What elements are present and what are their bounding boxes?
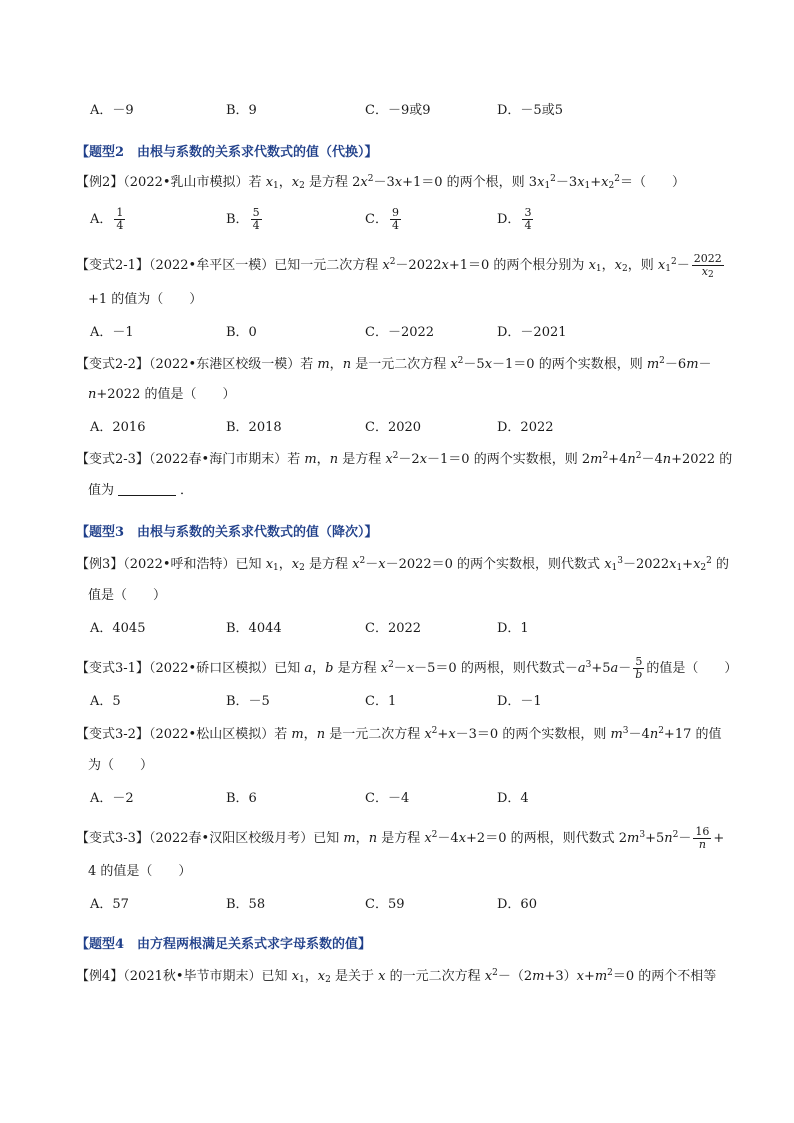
question-source: （2022•乳山市模拟） (123, 175, 249, 190)
example-3-question: 【例3】（2022•呼和浩特）已知 $x_1$，$x_2$ 是方程 $x^2-x-2022=0$ 的两个实数根，则代数式 $x_1^3-2022x_1+x_2^2$ 的 (76, 556, 730, 573)
example-4-question: 【例4】（2021秋•毕节市期末）已知 $x_1$，$x_2$ 是关于 x 的一元二次方程 $x^2-(2m+3)x+m^2=0$ 的两个不相等 (76, 968, 717, 985)
option-a: A． $\frac{1}{4}$ (90, 206, 124, 232)
option-d: D．4 (497, 791, 529, 806)
answer-blank[interactable] (118, 481, 176, 496)
option-c: C．－4 (365, 791, 410, 806)
question-label: 【例2】 (76, 175, 124, 190)
question-label: 【例3】 (76, 557, 124, 572)
section-heading-3: 【题型3 由根与系数的关系求代数式的值（降次）】 (76, 525, 378, 540)
option-a: A．－1 (90, 325, 134, 340)
question-label: 【变式2-3】 (76, 452, 149, 467)
option-a: A．57 (90, 897, 129, 912)
option-a: A．2016 (90, 420, 146, 435)
question-source: （2021秋•毕节市期末） (123, 969, 262, 984)
option-a: A．5 (90, 694, 121, 709)
option-b: B．4044 (226, 621, 282, 636)
question-source: （2022•牟平区一模） (148, 258, 275, 273)
example-2-question: 【例2】（2022•乳山市模拟）若 $x_1$，$x_2$ 是方程 $2x^2-3x+1=0$ 的两个根，则 $3x_1^2-3x_1+x_2^2=$（ ） (76, 174, 685, 191)
variant-2-3-question: 【变式2-3】（2022春•海门市期末）若 m，n 是方程 $x^2-2x-1=0$ 的两个实数根，则 $2m^2+4n^2-4n+2022$ 的 (76, 451, 733, 467)
question-label: 【变式2-1】 (76, 258, 149, 273)
option-d: D． $\frac{3}{4}$ (497, 206, 532, 232)
option-d: D．－5或5 (497, 103, 563, 118)
variant-3-3-question-cont: 4 的值是（ ） (88, 864, 192, 879)
option-a: A．－9 (90, 103, 134, 118)
option-b: B．－5 (226, 694, 270, 709)
option-b: B．58 (226, 897, 266, 912)
option-c: C．2020 (365, 420, 422, 435)
option-c: C．59 (365, 897, 405, 912)
question-label: 【变式3-3】 (76, 831, 149, 846)
question-source: （2022•呼和浩特） (123, 557, 236, 572)
option-b: B． $\frac{5}{4}$ (226, 206, 260, 232)
option-c: C．－9或9 (365, 103, 431, 118)
option-a: A．4045 (90, 621, 146, 636)
variant-3-2-question-cont: 为（ ） (88, 758, 154, 773)
section-heading-2: 【题型2 由根与系数的关系求代数式的值（代换）】 (76, 145, 378, 160)
example-3-question-cont: 值是（ ） (88, 588, 167, 603)
option-c: C．2022 (365, 621, 422, 636)
question-label: 【变式2-2】 (76, 357, 149, 372)
section-heading-4: 【题型4 由方程两根满足关系式求字母系数的值】 (76, 937, 372, 952)
option-b: B．9 (226, 103, 257, 118)
option-b: B．0 (226, 325, 257, 340)
variant-2-1-question-cont: +1 的值为（ ） (88, 292, 203, 307)
option-b: B．6 (226, 791, 257, 806)
option-d: D．－1 (497, 694, 542, 709)
option-d: D．－2021 (497, 325, 567, 340)
variant-3-1-question: 【变式3-1】（2022•硚口区模拟）已知 a，b 是方程 $x^2-x-5=0$ 的两根，则代数式$-a^3+5a-$ $\frac{5}{b}$ 的值是（ ） (76, 655, 738, 681)
question-source: （2022•东港区校级一模） (148, 357, 301, 372)
option-a: A．－2 (90, 791, 134, 806)
variant-3-3-question: 【变式3-3】（2022春•汉阳区校级月考）已知 m，n 是方程 $x^2-4x+2=0$ 的两根，则代数式 $2m^3+5n^2-$ $\frac{16}{n}$ + (76, 825, 725, 851)
option-c: C．1 (365, 694, 397, 709)
question-source: （2022春•海门市期末） (148, 452, 288, 467)
question-label: 【变式3-1】 (76, 661, 149, 676)
option-b: B．2018 (226, 420, 282, 435)
variant-2-2-question: 【变式2-2】（2022•东港区校级一模）若 m，n 是一元二次方程 $x^2-5x-1=0$ 的两个实数根，则 $m^2-6m-$ (76, 356, 712, 372)
variant-3-2-question: 【变式3-2】（2022•松山区模拟）若 m，n 是一元二次方程 $x^2+x-3=0$ 的两个实数根，则 $m^3-4n^2+17$ 的值 (76, 726, 722, 742)
question-label: 【变式3-2】 (76, 727, 149, 742)
question-source: （2022•松山区模拟） (148, 727, 275, 742)
variant-2-1-question: 【变式2-1】（2022•牟平区一模）已知一元二次方程 $x^2-2022x+1=0$ 的两个根分别为 $x_1$，$x_2$，则 $x_1^2-$ $\frac{2022}{x_2}$ (76, 252, 722, 280)
variant-2-3-question-cont: 值为 ． (88, 483, 194, 498)
option-c: C．－2022 (365, 325, 435, 340)
option-c: C． $\frac{9}{4}$ (365, 206, 399, 232)
question-source: （2022•硚口区模拟） (148, 661, 275, 676)
option-d: D．60 (497, 897, 537, 912)
option-d: D．2022 (497, 420, 554, 435)
question-label: 【例4】 (76, 969, 124, 984)
option-d: D．1 (497, 621, 529, 636)
question-source: （2022春•汉阳区校级月考） (148, 831, 314, 846)
variant-2-2-question-cont: n+2022 的值是（ ） (88, 387, 236, 402)
